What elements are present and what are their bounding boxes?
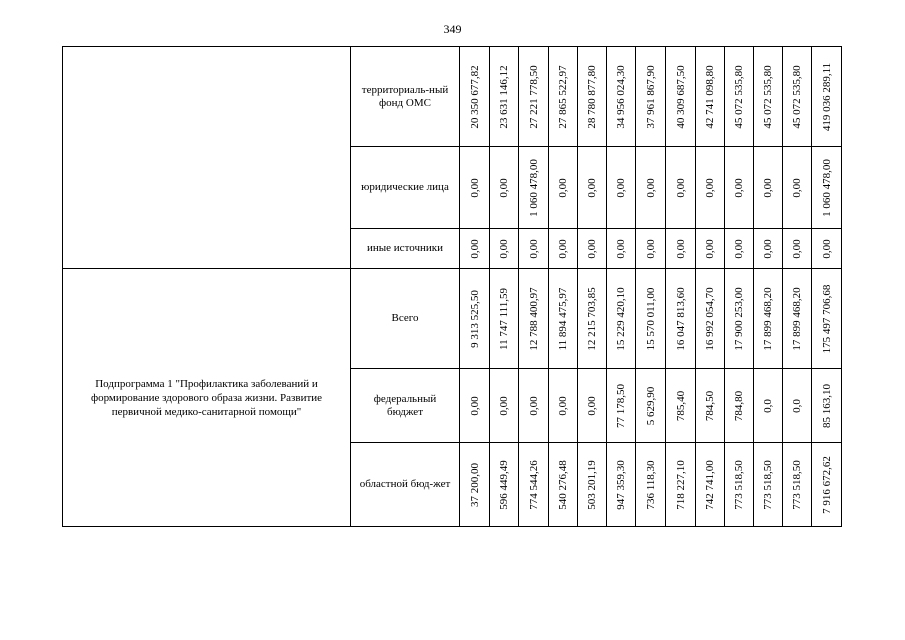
funding-source-cell: федеральный бюджет — [351, 369, 460, 443]
year-value-cell — [490, 47, 519, 147]
year-value-cell — [460, 147, 490, 229]
year-value-cell — [725, 369, 754, 443]
budget-table — [62, 46, 842, 527]
table-row — [63, 47, 842, 147]
value-text: 736 118,30 — [644, 459, 657, 510]
value-text: 12 788 400,97 — [527, 286, 540, 351]
value-text: 0,00 — [586, 395, 598, 416]
year-value-cell — [636, 229, 666, 269]
year-value-cell — [460, 229, 490, 269]
total-value-cell — [812, 443, 842, 527]
year-value-cell — [666, 269, 696, 369]
value-text: 12 215 703,85 — [586, 286, 598, 351]
value-text: 0,00 — [762, 177, 774, 198]
total-value-cell — [812, 369, 842, 443]
value-text: 17 900 253,00 — [733, 286, 745, 351]
year-value-cell — [549, 47, 578, 147]
year-value-cell — [725, 269, 754, 369]
year-value-cell — [519, 369, 549, 443]
year-value-cell — [607, 443, 636, 527]
value-text: 0,00 — [468, 395, 481, 416]
value-text: 34 956 024,30 — [615, 64, 627, 129]
year-value-cell — [578, 369, 607, 443]
year-value-cell — [519, 47, 549, 147]
value-text: 27 865 522,97 — [557, 64, 569, 129]
year-value-cell — [754, 369, 783, 443]
funding-source-cell: областной бюд-жет — [351, 443, 460, 527]
year-value-cell — [783, 229, 812, 269]
year-value-cell — [636, 269, 666, 369]
year-value-cell — [636, 47, 666, 147]
year-value-cell — [725, 229, 754, 269]
value-text: 0,00 — [468, 238, 481, 259]
year-value-cell — [607, 147, 636, 229]
value-text: 37 961 867,90 — [644, 64, 657, 129]
value-text: 0,00 — [733, 238, 745, 259]
year-value-cell — [666, 369, 696, 443]
total-value-cell — [812, 147, 842, 229]
value-text: 0,00 — [820, 238, 833, 259]
page-number: 349 — [443, 22, 462, 36]
year-value-cell — [490, 443, 519, 527]
year-value-cell — [519, 147, 549, 229]
funding-source-cell: юридические лица — [351, 147, 460, 229]
value-text: 0,00 — [498, 395, 510, 416]
year-value-cell — [783, 443, 812, 527]
value-text: 0,00 — [527, 238, 540, 259]
year-value-cell — [696, 147, 725, 229]
value-text: 774 544,26 — [527, 459, 540, 510]
year-value-cell — [578, 47, 607, 147]
year-value-cell — [519, 229, 549, 269]
value-text: 17 899 468,20 — [791, 286, 803, 351]
year-value-cell — [460, 443, 490, 527]
year-value-cell — [549, 443, 578, 527]
year-value-cell — [754, 269, 783, 369]
value-text: 0,00 — [557, 177, 569, 198]
value-text: 785,40 — [674, 390, 687, 421]
year-value-cell — [549, 229, 578, 269]
year-value-cell — [666, 229, 696, 269]
table-row — [63, 269, 842, 369]
year-value-cell — [490, 369, 519, 443]
value-text: 0,00 — [498, 238, 510, 259]
year-value-cell — [519, 443, 549, 527]
value-text: 42 741 098,80 — [704, 64, 716, 129]
year-value-cell — [578, 443, 607, 527]
value-text: 784,80 — [733, 390, 745, 421]
year-value-cell — [636, 369, 666, 443]
value-text: 0,00 — [615, 238, 627, 259]
year-value-cell — [696, 229, 725, 269]
value-text: 5 629,90 — [644, 386, 657, 425]
year-value-cell — [607, 269, 636, 369]
value-text: 0,00 — [733, 177, 745, 198]
year-value-cell — [578, 269, 607, 369]
value-text: 175 497 706,68 — [820, 284, 833, 353]
program-name-cell: Подпрограмма 1 "Профилактика заболеваний и формирование здорового образа жизни. Развитие первичной медико-санитарной помощи" — [63, 269, 351, 527]
value-text: 0,00 — [557, 238, 569, 259]
funding-source-cell: иные источники — [351, 229, 460, 269]
value-text: 85 163,10 — [820, 383, 833, 428]
value-text: 7 916 672,62 — [820, 455, 833, 514]
year-value-cell — [636, 443, 666, 527]
value-text: 0,00 — [644, 177, 657, 198]
year-value-cell — [607, 229, 636, 269]
value-text: 1 060 478,00 — [527, 158, 540, 217]
value-text: 15 570 011,00 — [644, 287, 657, 350]
year-value-cell — [725, 147, 754, 229]
value-text: 742 741,00 — [704, 459, 716, 510]
year-value-cell — [519, 269, 549, 369]
year-value-cell — [578, 229, 607, 269]
year-value-cell — [783, 269, 812, 369]
value-text: 773 518,50 — [762, 459, 774, 510]
value-text: 0,00 — [498, 177, 510, 198]
value-text: 28 780 877,80 — [586, 64, 598, 129]
total-value-cell — [812, 229, 842, 269]
year-value-cell — [490, 147, 519, 229]
year-value-cell — [666, 47, 696, 147]
value-text: 0,00 — [468, 177, 481, 198]
value-text: 16 047 813,60 — [674, 286, 687, 351]
year-value-cell — [549, 269, 578, 369]
funding-source-cell: Всего — [351, 269, 460, 369]
year-value-cell — [460, 369, 490, 443]
value-text: 419 036 289,11 — [820, 62, 833, 131]
year-value-cell — [783, 369, 812, 443]
value-text: 0,00 — [704, 177, 716, 198]
year-value-cell — [783, 147, 812, 229]
year-value-cell — [696, 443, 725, 527]
value-text: 773 518,50 — [791, 459, 803, 510]
value-text: 45 072 535,80 — [733, 64, 745, 129]
year-value-cell — [754, 443, 783, 527]
value-text: 0,00 — [615, 177, 627, 198]
value-text: 9 313 525,50 — [468, 289, 481, 348]
value-text: 0,00 — [674, 238, 687, 259]
value-text: 11 747 111,59 — [498, 287, 510, 350]
year-value-cell — [549, 369, 578, 443]
year-value-cell — [696, 47, 725, 147]
year-value-cell — [696, 269, 725, 369]
value-text: 0,0 — [762, 398, 774, 413]
year-value-cell — [490, 269, 519, 369]
value-text: 0,00 — [527, 395, 540, 416]
value-text: 540 276,48 — [557, 459, 569, 510]
value-text: 16 992 054,70 — [704, 286, 716, 351]
value-text: 27 221 778,50 — [527, 64, 540, 129]
year-value-cell — [783, 47, 812, 147]
value-text: 0,00 — [791, 177, 803, 198]
year-value-cell — [696, 369, 725, 443]
value-text: 0,00 — [586, 177, 598, 198]
year-value-cell — [725, 443, 754, 527]
year-value-cell — [636, 147, 666, 229]
value-text: 45 072 535,80 — [762, 64, 774, 129]
funding-source-cell: территориаль-ный фонд ОМС — [351, 47, 460, 147]
value-text: 37 200,00 — [468, 462, 481, 507]
total-value-cell — [812, 47, 842, 147]
value-text: 0,00 — [791, 238, 803, 259]
year-value-cell — [460, 269, 490, 369]
program-name-cell — [63, 47, 351, 269]
value-text: 20 350 677,82 — [468, 64, 481, 129]
value-text: 503 201,19 — [586, 459, 598, 510]
value-text: 11 894 475,97 — [557, 287, 569, 350]
year-value-cell — [607, 369, 636, 443]
year-value-cell — [666, 147, 696, 229]
year-value-cell — [549, 147, 578, 229]
value-text: 17 899 468,20 — [762, 286, 774, 351]
year-value-cell — [607, 47, 636, 147]
value-text: 718 227,10 — [674, 459, 687, 510]
year-value-cell — [666, 443, 696, 527]
value-text: 45 072 535,80 — [791, 64, 803, 129]
total-value-cell — [812, 269, 842, 369]
year-value-cell — [460, 47, 490, 147]
value-text: 1 060 478,00 — [820, 158, 833, 217]
value-text: 0,00 — [674, 177, 687, 198]
value-text: 77 178,50 — [615, 383, 627, 428]
value-text: 0,00 — [586, 238, 598, 259]
year-value-cell — [578, 147, 607, 229]
value-text: 773 518,50 — [733, 459, 745, 510]
value-text: 0,00 — [762, 238, 774, 259]
year-value-cell — [754, 47, 783, 147]
year-value-cell — [490, 229, 519, 269]
year-value-cell — [754, 229, 783, 269]
value-text: 0,00 — [557, 395, 569, 416]
value-text: 15 229 420,10 — [615, 286, 627, 351]
value-text: 596 449,49 — [498, 459, 510, 510]
value-text: 23 631 146,12 — [498, 64, 510, 129]
year-value-cell — [754, 147, 783, 229]
value-text: 0,00 — [644, 238, 657, 259]
value-text: 784,50 — [704, 390, 716, 421]
year-value-cell — [725, 47, 754, 147]
value-text: 40 309 687,50 — [674, 64, 687, 129]
value-text: 0,00 — [704, 238, 716, 259]
value-text: 947 359,30 — [615, 459, 627, 510]
value-text: 0,0 — [791, 398, 803, 413]
